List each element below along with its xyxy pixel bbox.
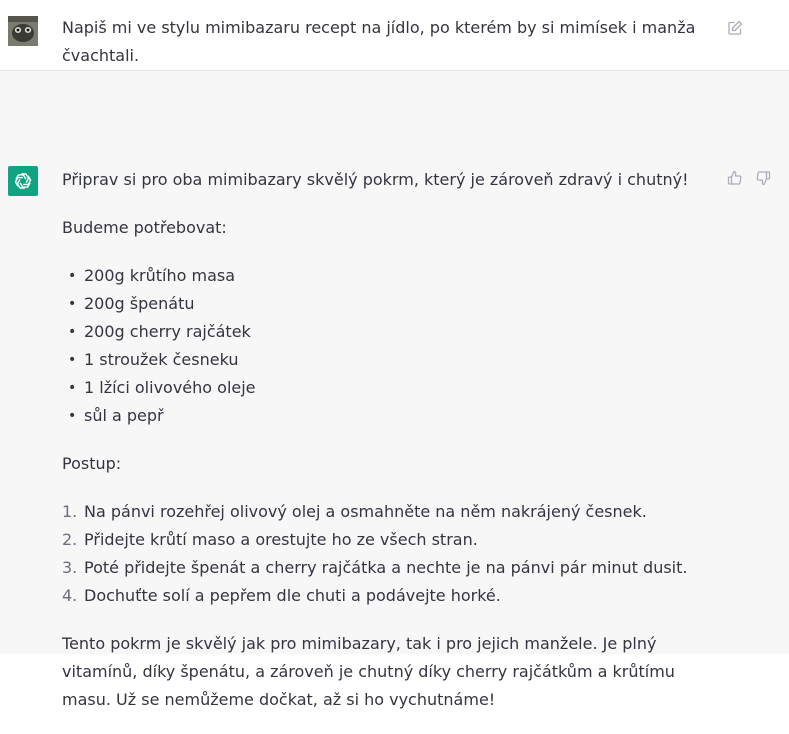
- user-message-text: Napiš mi ve stylu mimibazaru recept na jídlo, po kterém by si mimísek i manža čvachtali.: [62, 18, 696, 65]
- list-item: • sůl a pepř: [68, 406, 164, 425]
- openai-logo-icon: [8, 166, 38, 196]
- list-item: • 200g krůtího masa: [68, 266, 236, 285]
- ingredients-heading: Budeme potřebovat:: [62, 218, 227, 237]
- thumbs-up-icon[interactable]: [727, 170, 743, 186]
- thumbs-down-icon[interactable]: [755, 170, 771, 186]
- ingredients-list: [62, 262, 722, 430]
- list-item: • 1 stroužek česneku: [68, 350, 239, 369]
- assistant-intro: Připrav si pro oba mimibazary skvělý pokrm, který je zároveň zdravý i chutný!: [62, 170, 689, 189]
- user-avatar: [8, 16, 38, 46]
- list-item: • 200g špenátu: [68, 294, 195, 313]
- steps-heading: Postup:: [62, 454, 122, 473]
- list-item: 2. Přidejte krůtí maso a orestujte ho ze všech stran.: [62, 530, 478, 549]
- assistant-message-row: [0, 71, 789, 709]
- user-message-row: [0, 0, 789, 71]
- list-item: • 1 lžíci olivového oleje: [68, 378, 256, 397]
- edit-icon[interactable]: [727, 20, 743, 36]
- list-item: 3. Poté přidejte špenát a cherry rajčátka a nechte je na pánvi pár minut dusit.: [62, 558, 688, 577]
- list-item: • 200g cherry rajčátek: [68, 322, 251, 341]
- steps-list: [62, 498, 722, 610]
- assistant-message-body: [62, 166, 722, 734]
- list-item: 4. Dochuťte solí a pepřem dle chuti a podávejte horké.: [62, 586, 501, 605]
- assistant-closing: Tento pokrm je skvělý jak pro mimibazary, tak i pro jejich manžele. Je plný vitamínů, díky špenátu, a zároveň je chutný díky cherry rajčátkům a krůtímu masu. Už se nemůžeme dočkat, až si ho vychutnáme!: [62, 634, 675, 709]
- list-item: 1. Na pánvi rozehřej olivový olej a osmahněte na něm nakrájený česnek.: [62, 502, 647, 521]
